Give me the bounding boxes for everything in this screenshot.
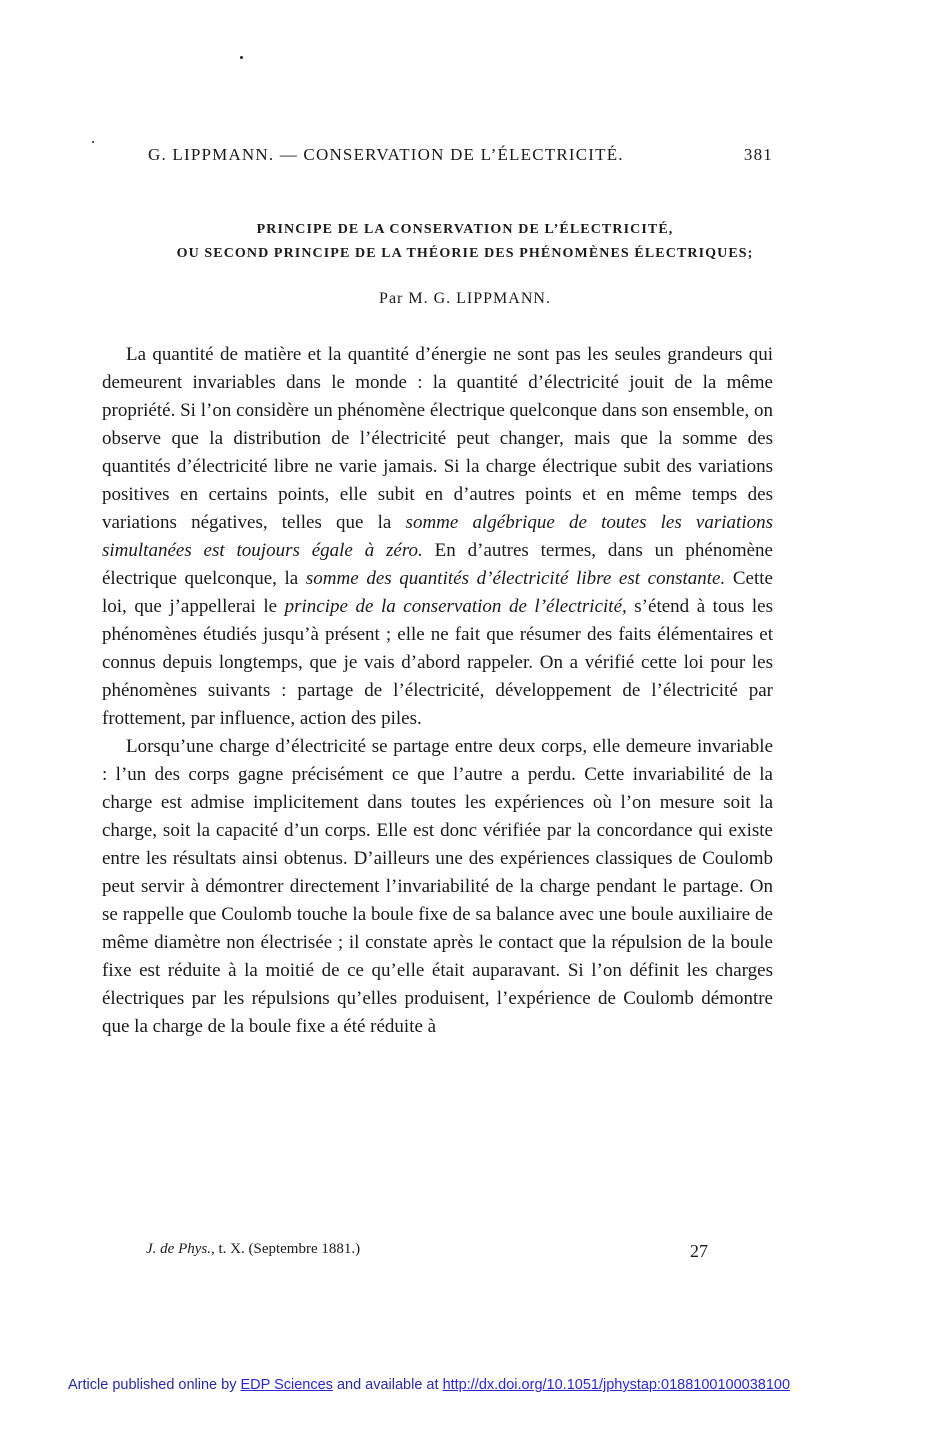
- paragraph-1-text-b: En d’autres termes, dans un phénomène électrique quelconque, la: [102, 540, 773, 589]
- scan-speck: [92, 141, 94, 143]
- footer-details: t. X. (Septembre 1881.): [214, 1241, 361, 1257]
- article-title-line-2: OU SECOND PRINCIPE DE LA THÉORIE DES PHÉNOMÈNES ÉLECTRIQUES;: [176, 246, 754, 261]
- publisher-notice-middle: and available at: [332, 1377, 443, 1393]
- paragraph-2: Lorsqu’une charge d’électricité se partage entre deux corps, elle demeure invariable : l’un des corps gagne précisément ce que l’autre a perdu. Cette invariabilité de la charge est admise implicitement dans toutes les expériences où l’on mesure soit la charge, soit la capacité d’un corps. Elle est donc vérifiée par la concordance qui existe entre les résultats ainsi obtenus. D’ailleurs une des expériences classiques de Coulomb peut servir à démontrer directement l’invariabilité de la charge pendant le partage. On se rappelle que Coulomb touche la boule fixe de sa balance avec une boule auxiliaire de même diamètre non électrisée ; il constate après le contact que la répulsion de la boule fixe est réduite à la moitié de ce qu’elle était auparavant. Si l’on définit les charges électriques par les répulsions qu’elles produisent, l’expérience de Coulomb démontre que la charge de la boule fixe a été réduite à: [102, 736, 773, 1037]
- paragraph-1-text-c: Cette loi, que j’appellerai le: [102, 568, 773, 617]
- page-number: 381: [743, 145, 773, 164]
- paragraph-1-italic-b: somme des quantités d’électricité libre est constante.: [305, 568, 726, 589]
- publisher-notice: [68, 1377, 790, 1393]
- paragraph-1-text-d: s’étend à tous les phénomènes étudiés jusqu’à présent ; elle ne fait que résumer des faits élémentaires et connus depuis longtemps, que je vais d’abord rappeler. On a vérifié cette loi pour les phénomènes suivants : partage de l’électricité, développement de l’électricité par frottement, par influence, action des piles.: [102, 596, 773, 729]
- footer-journal: J. de Phys.,: [146, 1241, 215, 1257]
- paragraph-1: [102, 341, 773, 733]
- article-title-line-1: PRINCIPE DE LA CONSERVATION DE L’ÉLECTRICITÉ,: [256, 222, 674, 237]
- paragraph-1-text-a: La quantité de matière et la quantité d’énergie ne sont pas les seules grandeurs qui demeurent invariables dans le monde : la quantité d’électricité jouit de la même propriété. Si l’on considère un phénomène électrique quelconque dans son ensemble, on observe que la distribution de l’électricité peut changer, mais que la somme des quantités d’électricité libre ne varie jamais. Si la charge électrique subit des variations positives en certains points, elle subit en d’autres points et en même temps des variations négatives, telles que la: [102, 344, 773, 533]
- paragraph-1-italic-a: somme algébrique de toutes les variations simultanées est toujours égale à zéro.: [102, 512, 773, 561]
- running-head: [148, 145, 773, 165]
- publisher-notice-prefix: Article published online by: [68, 1377, 241, 1393]
- page-footer: [146, 1241, 708, 1261]
- doi-link[interactable]: http://dx.doi.org/10.1051/jphystap:0188100100038100: [442, 1377, 791, 1393]
- article-title: [100, 218, 830, 266]
- article-body: [102, 341, 773, 1041]
- running-head-title: G. LIPPMANN. — CONSERVATION DE L’ÉLECTRICITÉ.: [148, 145, 624, 164]
- paragraph-1-italic-c: principe de la conservation de l’électricité,: [284, 596, 627, 617]
- publisher-link[interactable]: EDP Sciences: [240, 1377, 333, 1393]
- author-byline: Par M. G. LIPPMANN.: [379, 290, 551, 307]
- signature-mark: 27: [690, 1241, 708, 1261]
- scan-speck: [240, 56, 243, 59]
